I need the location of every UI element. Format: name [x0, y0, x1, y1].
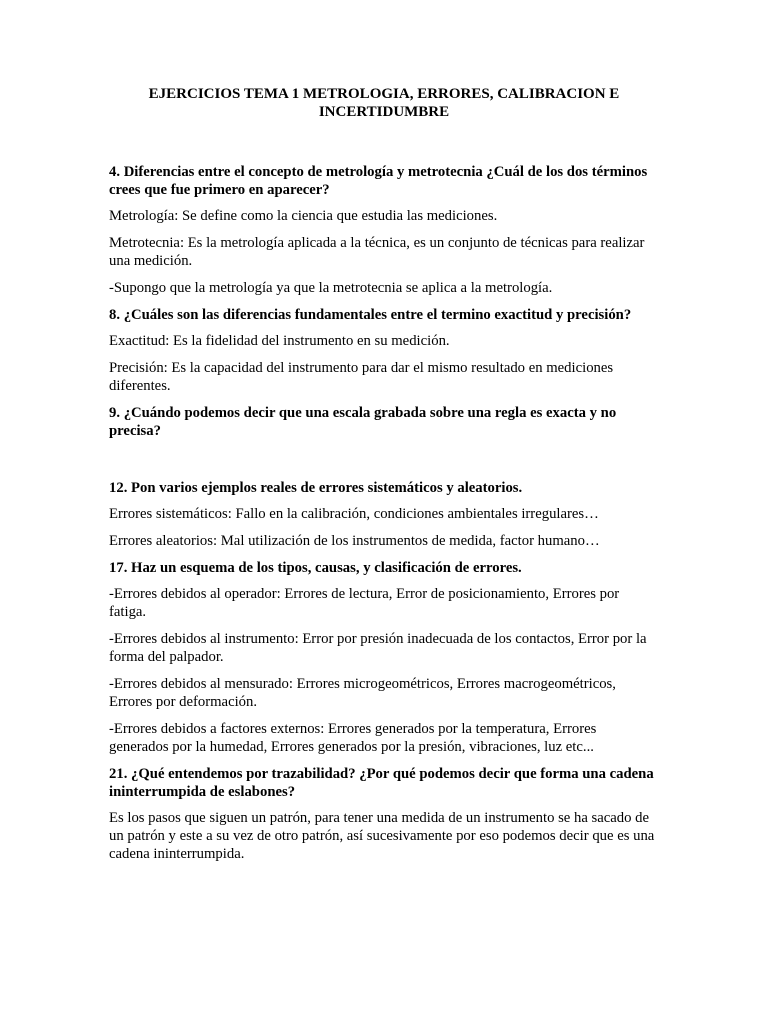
answer-21-trazabilidad: Es los pasos que siguen un patrón, para tener una medida de un instrumento se ha sacado de un patrón y este a su vez de otro patrón, así sucesivamente por eso podemos decir que es una cadena ininterrumpida. [109, 810, 655, 862]
answer-12-aleatorios: Errores aleatorios: Mal utilización de los instrumentos de medida, factor humano… [109, 533, 600, 549]
answer-12-sistematicos: Errores sistemáticos: Fallo en la calibración, condiciones ambientales irregulares… [109, 506, 599, 522]
question-21: 21. ¿Qué entendemos por trazabilidad? ¿Por qué podemos decir que forma una cadena ininterrumpida de eslabones? [109, 766, 654, 800]
title-line-1: EJERCICIOS TEMA 1 METROLOGIA, ERRORES, CALIBRACION E [148, 86, 620, 102]
document-page [109, 85, 659, 872]
answer-17-operador: -Errores debidos al operador: Errores de lectura, Error de posicionamiento, Errores por fatiga. [109, 586, 620, 620]
question-17: 17. Haz un esquema de los tipos, causas, y clasificación de errores. [109, 560, 522, 576]
question-12: 12. Pon varios ejemplos reales de errores sistemáticos y aleatorios. [109, 480, 523, 496]
question-4: 4. Diferencias entre el concepto de metrología y metrotecnia ¿Cuál de los dos términos crees que fue primero en aparecer? [109, 164, 648, 198]
question-9: 9. ¿Cuándo podemos decir que una escala grabada sobre una regla es exacta y no precisa? [109, 405, 617, 439]
blank-space [109, 448, 659, 479]
answer-17-externos: -Errores debidos a factores externos: Errores generados por la temperatura, Errores generados por la humedad, Errores generados por la presión, vibraciones, luz etc... [109, 721, 597, 755]
answer-8-precision: Precisión: Es la capacidad del instrumento para dar el mismo resultado en mediciones diferentes. [109, 360, 614, 394]
document-title [109, 85, 659, 121]
answer-4-metrologia: Metrología: Se define como la ciencia que estudia las mediciones. [109, 208, 498, 224]
title-line-2: INCERTIDUMBRE [318, 104, 450, 120]
answer-17-instrumento: -Errores debidos al instrumento: Error por presión inadecuada de los contactos, Error por la forma del palpador. [109, 631, 647, 665]
answer-4-metrotecnia: Metrotecnia: Es la metrología aplicada a la técnica, es un conjunto de técnicas para realizar una medición. [109, 235, 645, 269]
answer-4-conclusion: -Supongo que la metrología ya que la metrotecnia se aplica a la metrología. [109, 280, 553, 296]
question-8: 8. ¿Cuáles son las diferencias fundamentales entre el termino exactitud y precisión? [109, 307, 632, 323]
answer-8-exactitud: Exactitud: Es la fidelidad del instrumento en su medición. [109, 333, 450, 349]
answer-17-mensurado: -Errores debidos al mensurado: Errores microgeométricos, Errores macrogeométricos, Errores por deformación. [109, 676, 616, 710]
